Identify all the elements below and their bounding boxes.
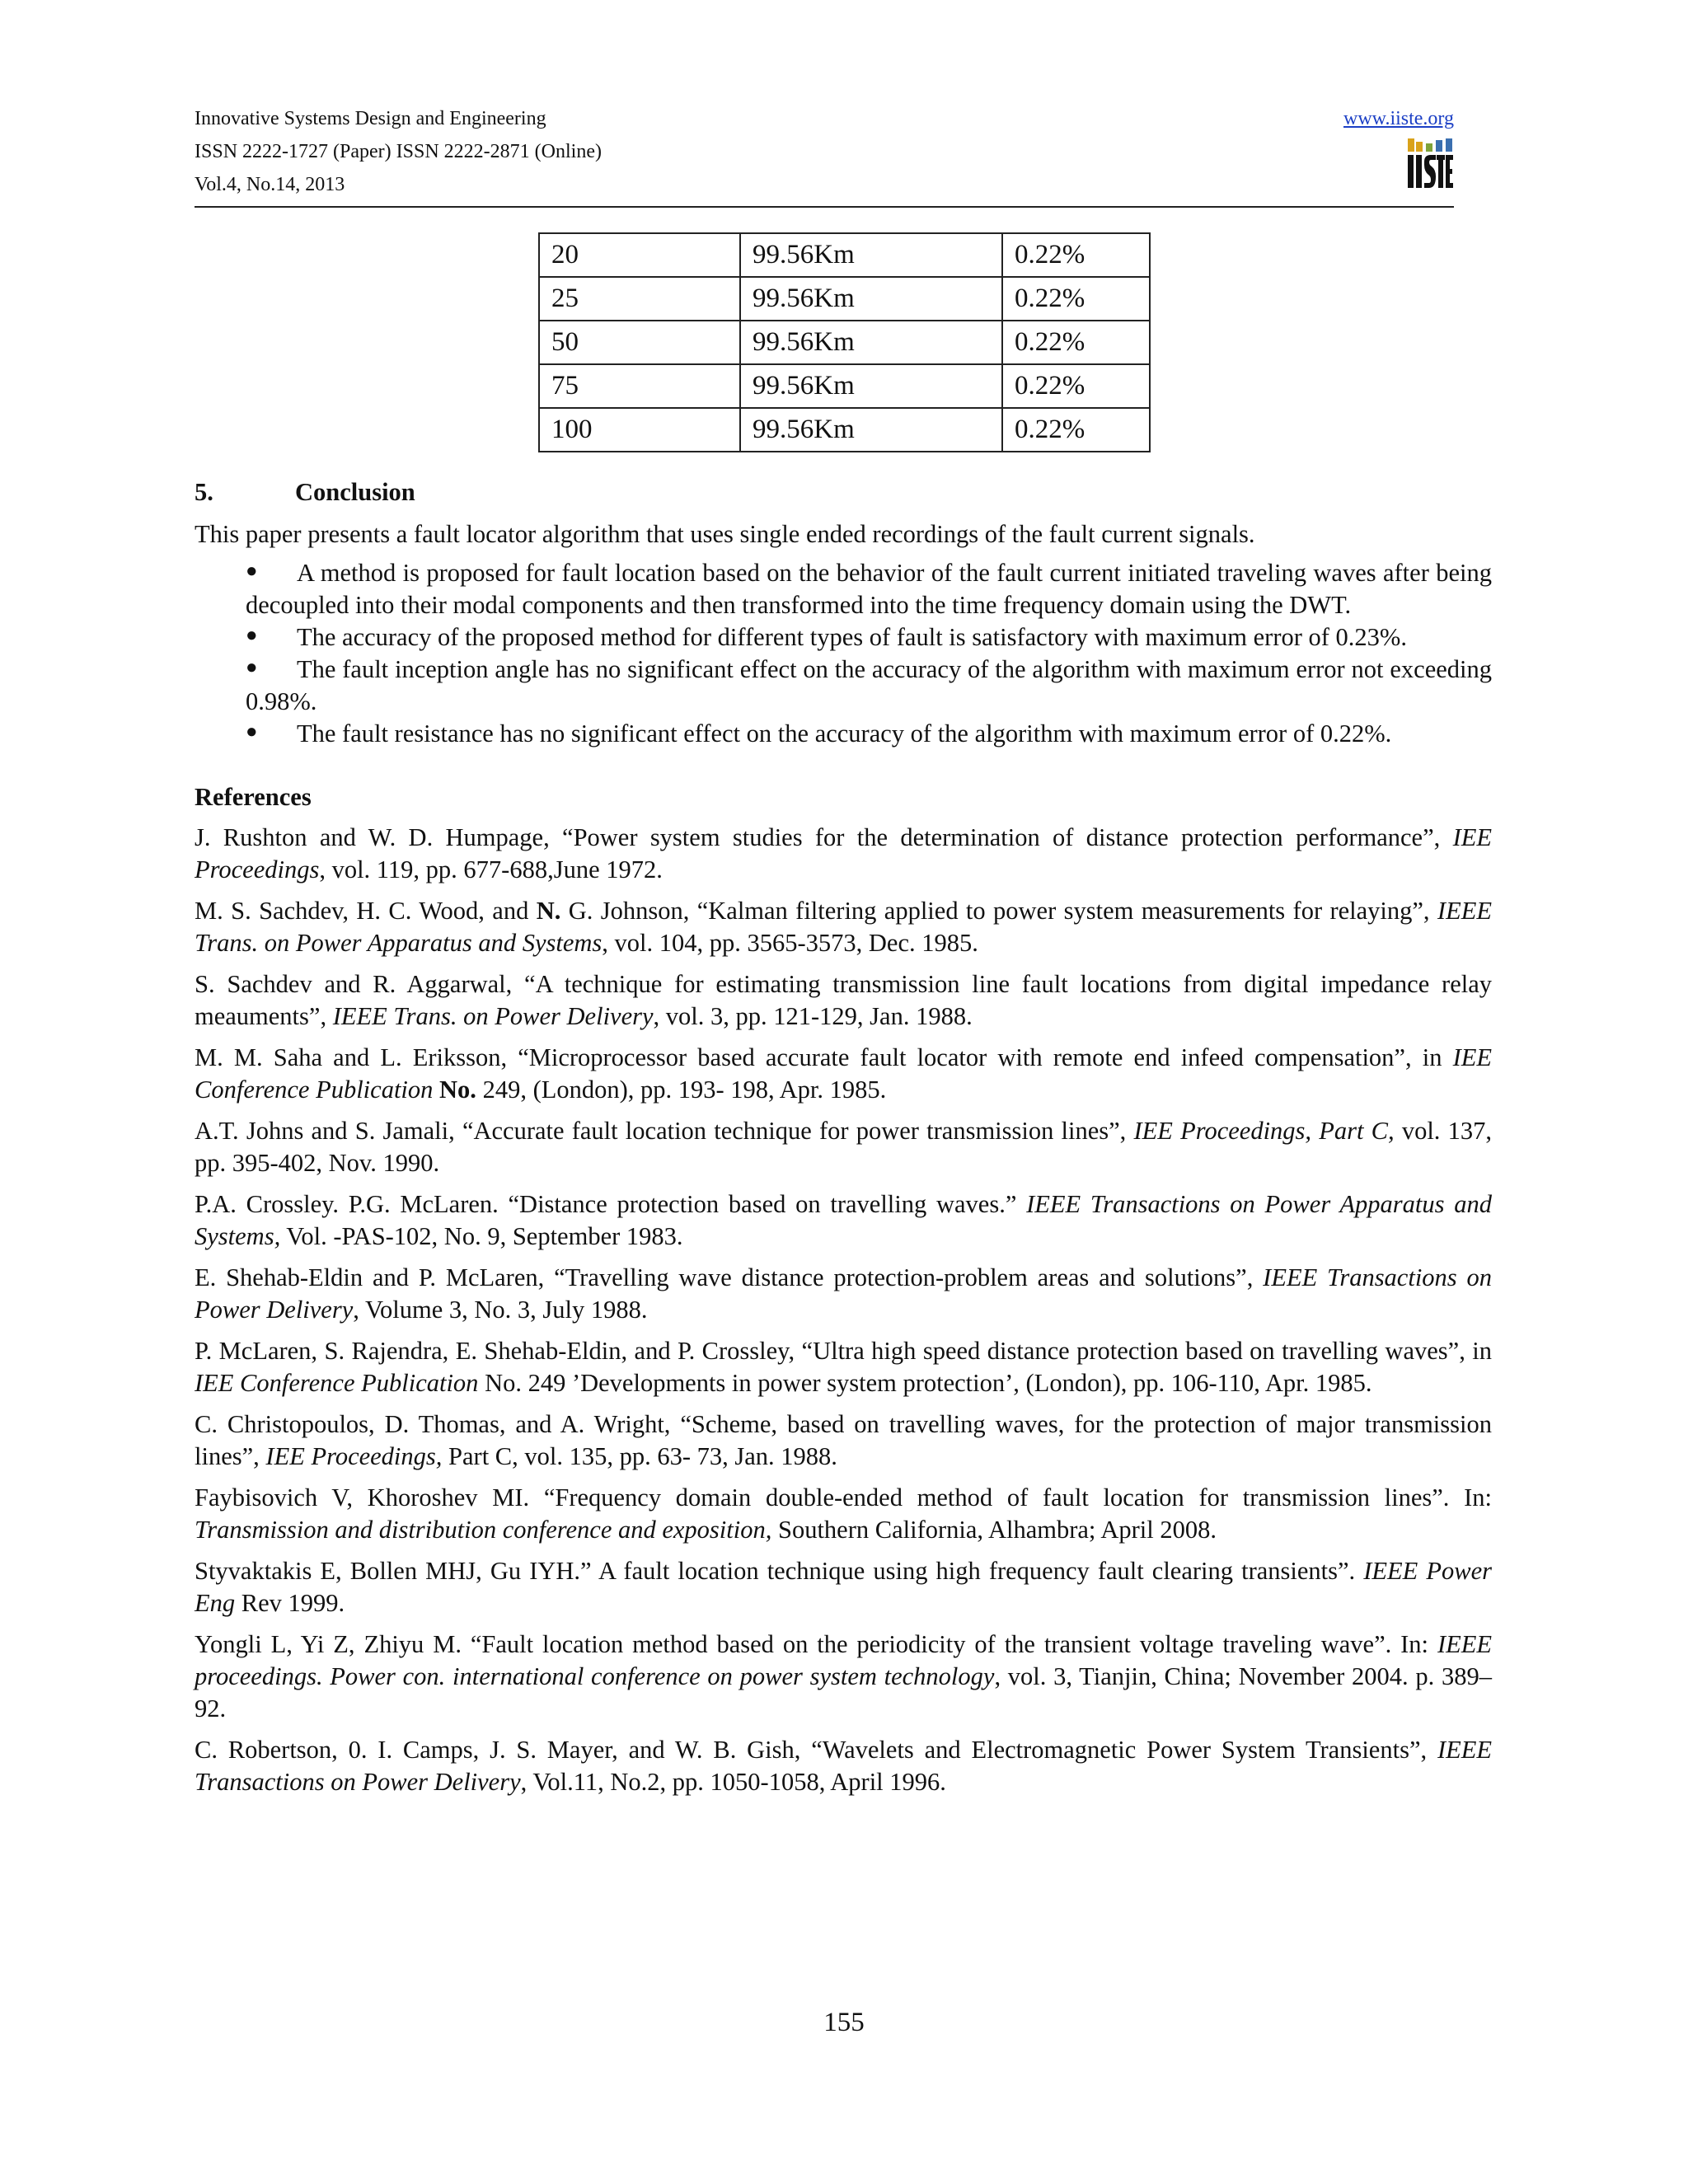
results-table bbox=[538, 232, 1151, 452]
reference-text: M. S. Sachdev, H. C. Wood, and bbox=[195, 897, 537, 925]
list-item bbox=[195, 557, 1492, 621]
reference-text: vol. 137, pp. 395-402, Nov. 1990. bbox=[195, 1117, 1492, 1177]
table-cell: 50 bbox=[539, 321, 740, 364]
reference-text: , vol. 104, pp. 3565-3573, Dec. 1985. bbox=[602, 929, 978, 957]
volume-line: Vol.4, No.14, 2013 bbox=[195, 174, 345, 195]
table-cell: 25 bbox=[539, 277, 740, 321]
reference-text: , Volume 3, No. 3, July 1988. bbox=[353, 1296, 648, 1324]
reference-venue: IEE Proceedings, Part C, bbox=[1133, 1117, 1395, 1145]
bullet-text: A method is proposed for fault location based on the behavior of the fault current initiated traveling waves after being decoupled into their modal components and then transformed into the time frequency domain using the DWT. bbox=[246, 559, 1492, 619]
results-table-body bbox=[539, 233, 1150, 452]
references-list bbox=[195, 822, 1492, 1798]
reference-text: , vol. 3, pp. 121-129, Jan. 1988. bbox=[653, 1002, 973, 1030]
reference-item bbox=[195, 1734, 1492, 1798]
reference-item bbox=[195, 1335, 1492, 1399]
reference-venue: IEEE Transactions on Power Apparatus and Systems, bbox=[195, 1190, 1492, 1250]
page-header bbox=[195, 102, 1454, 201]
reference-venue: IEE Proceedings bbox=[195, 823, 1492, 883]
table-row bbox=[539, 408, 1150, 452]
reference-item bbox=[195, 1629, 1492, 1725]
reference-text: N. bbox=[536, 897, 561, 925]
reference-venue: IEEE Trans. on Power Delivery bbox=[332, 1002, 654, 1030]
reference-text: J. Rushton and W. D. Humpage, “Power system studies for the determination of distance protection performance”, bbox=[195, 823, 1453, 851]
references-heading: References bbox=[195, 783, 312, 811]
reference-text: Yongli L, Yi Z, Zhiyu M. “Fault location method based on the periodicity of the transient voltage traveling wave”. In: bbox=[195, 1630, 1437, 1658]
table-cell: 99.56Km bbox=[740, 233, 1002, 277]
section-title: Conclusion bbox=[295, 478, 415, 506]
reference-text: P.A. Crossley. P.G. McLaren. “Distance protection based on travelling waves.” bbox=[195, 1190, 1027, 1218]
reference-text bbox=[433, 1076, 439, 1104]
journal-url-link[interactable]: www.iiste.org bbox=[1343, 108, 1454, 129]
table-cell: 75 bbox=[539, 364, 740, 408]
table-cell: 99.56Km bbox=[740, 321, 1002, 364]
reference-text: A.T. Johns and S. Jamali, “Accurate fault location technique for power transmission lines”, bbox=[195, 1117, 1134, 1145]
reference-item bbox=[195, 1042, 1492, 1106]
table-row bbox=[539, 233, 1150, 277]
bullet-text: The fault resistance has no significant effect on the accuracy of the algorithm with maximum error of 0.22%. bbox=[297, 719, 1392, 748]
reference-text: Faybisovich V, Khoroshev MI. “Frequency domain double-ended method of fault location for transmission lines”. In: bbox=[195, 1483, 1492, 1511]
table-cell: 20 bbox=[539, 233, 740, 277]
reference-item bbox=[195, 895, 1492, 959]
reference-venue: IEEE Power Eng bbox=[195, 1557, 1492, 1617]
bullet-icon: ● bbox=[246, 721, 258, 743]
reference-text: Part C, vol. 135, pp. 63- 73, Jan. 1988. bbox=[442, 1442, 837, 1470]
reference-text: , Vol.11, No.2, pp. 1050-1058, April 1996. bbox=[520, 1768, 946, 1796]
section-number: 5. bbox=[195, 478, 213, 506]
reference-text: S. Sachdev and R. Aggarwal, “A technique for estimating transmission line fault locations from digital impedance relay meauments”, bbox=[195, 970, 1492, 1030]
reference-venue: Transmission and distribution conference and exposition, bbox=[195, 1516, 772, 1544]
list-item bbox=[195, 654, 1492, 718]
reference-text: C. Christopoulos, D. Thomas, and A. Wright, “Scheme, based on travelling waves, for the protection of major transmission lines”, bbox=[195, 1410, 1492, 1470]
issn-line: ISSN 2222-1727 (Paper) ISSN 2222-2871 (Online) bbox=[195, 141, 602, 162]
conclusion-intro: This paper presents a fault locator algorithm that uses single ended recordings of the fault current signals. bbox=[195, 520, 1255, 548]
reference-text: Styvaktakis E, Bollen MHJ, Gu IYH.” A fault location technique using high frequency fault clearing transients”. bbox=[195, 1557, 1364, 1585]
table-cell: 100 bbox=[539, 408, 740, 452]
reference-venue: IEEE Transactions on Power Delivery bbox=[195, 1263, 1492, 1324]
journal-name: Innovative Systems Design and Engineering bbox=[195, 108, 546, 129]
table-row bbox=[539, 277, 1150, 321]
reference-item bbox=[195, 1408, 1492, 1473]
header-divider bbox=[195, 206, 1454, 208]
list-item bbox=[195, 621, 1492, 654]
reference-venue: IEEE Transactions on Power Delivery bbox=[195, 1736, 1492, 1796]
page-number: 155 bbox=[823, 2008, 865, 2037]
reference-item bbox=[195, 1555, 1492, 1619]
reference-text: C. Robertson, 0. I. Camps, J. S. Mayer, and W. B. Gish, “Wavelets and Electromagnetic Power System Transients”, bbox=[195, 1736, 1437, 1764]
reference-text: No. 249 ’Developments in power system protection’, (London), pp. 106-110, Apr. 1985. bbox=[478, 1369, 1372, 1397]
reference-venue: IEEE Trans. on Power Apparatus and Systems bbox=[195, 897, 1492, 957]
conclusion-heading bbox=[195, 476, 1492, 509]
reference-venue: IEEE proceedings. Power con. international conference on power system technology bbox=[195, 1630, 1492, 1690]
reference-item bbox=[195, 1115, 1492, 1179]
reference-text: , vol. 3, Tianjin, China; November 2004. p. 389–92. bbox=[195, 1662, 1492, 1722]
table-cell: 0.22% bbox=[1002, 277, 1150, 321]
reference-venue: IEE Conference Publication bbox=[195, 1043, 1492, 1104]
table-cell: 99.56Km bbox=[740, 408, 1002, 452]
bullet-text: The fault inception angle has no significant effect on the accuracy of the algorithm with maximum error not exceeding 0.98%. bbox=[246, 655, 1492, 715]
reference-text: M. M. Saha and L. Eriksson, “Microprocessor based accurate fault locator with remote end infeed compensation”, in bbox=[195, 1043, 1453, 1071]
reference-item bbox=[195, 1188, 1492, 1253]
table-row bbox=[539, 364, 1150, 408]
reference-text: E. Shehab-Eldin and P. McLaren, “Travelling wave distance protection-problem areas and solutions”, bbox=[195, 1263, 1264, 1291]
table-row bbox=[539, 321, 1150, 364]
reference-text: Southern California, Alhambra; April 2008. bbox=[771, 1516, 1217, 1544]
page-content bbox=[195, 476, 1492, 1807]
table-cell: 0.22% bbox=[1002, 321, 1150, 364]
reference-item bbox=[195, 1482, 1492, 1546]
reference-text: G. Johnson, “Kalman filtering applied to power system measurements for relaying”, bbox=[560, 897, 1437, 925]
reference-text: 249, (London), pp. 193- 198, Apr. 1985. bbox=[476, 1076, 887, 1104]
reference-text: Rev 1999. bbox=[235, 1589, 345, 1617]
reference-item bbox=[195, 1262, 1492, 1326]
reference-text: P. McLaren, S. Rajendra, E. Shehab-Eldin, and P. Crossley, “Ultra high speed distance protection based on travelling waves”, in bbox=[195, 1337, 1492, 1365]
bullet-text: The accuracy of the proposed method for different types of fault is satisfactory with maximum error of 0.23%. bbox=[297, 623, 1407, 651]
iiste-logo-icon bbox=[1406, 137, 1454, 190]
table-cell: 0.22% bbox=[1002, 364, 1150, 408]
reference-text: , vol. 119, pp. 677-688,June 1972. bbox=[319, 855, 663, 883]
reference-venue: IEE Proceedings, bbox=[265, 1442, 443, 1470]
table-cell: 99.56Km bbox=[740, 277, 1002, 321]
table-cell: 0.22% bbox=[1002, 233, 1150, 277]
table-cell: 99.56Km bbox=[740, 364, 1002, 408]
bullet-icon: ● bbox=[246, 657, 258, 678]
reference-venue: IEE Conference Publication bbox=[195, 1369, 479, 1397]
reference-item bbox=[195, 968, 1492, 1033]
bullet-icon: ● bbox=[246, 560, 258, 582]
bullet-icon: ● bbox=[246, 625, 258, 646]
table-cell: 0.22% bbox=[1002, 408, 1150, 452]
conclusion-bullets bbox=[195, 557, 1492, 750]
reference-text: No. bbox=[439, 1076, 476, 1104]
reference-item bbox=[195, 822, 1492, 886]
list-item bbox=[195, 718, 1492, 750]
reference-text: Vol. -PAS-102, No. 9, September 1983. bbox=[280, 1222, 683, 1250]
